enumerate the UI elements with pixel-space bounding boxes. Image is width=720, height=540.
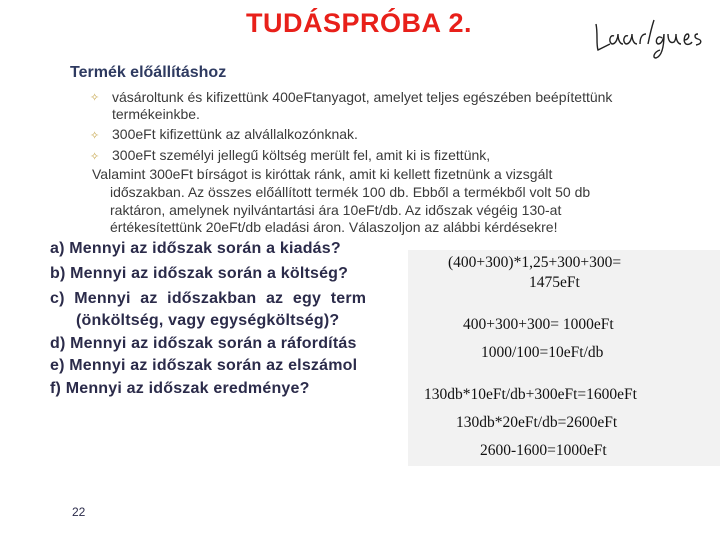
page-number: 22 bbox=[72, 505, 86, 519]
intro-text bbox=[0, 0, 720, 240]
answer-line: 130db*20eFt/db=2600eFt bbox=[456, 414, 618, 431]
bullet-icon: ✧ bbox=[90, 92, 100, 104]
answer-line: 130db*10eFt/db+300eFt=1600eFt bbox=[424, 386, 637, 403]
bullet-icon: ✧ bbox=[90, 130, 100, 142]
intro-line: értékesítettünk 20eFt/db eladási áron. Válaszoljon az alábbi kérdésekre! bbox=[110, 219, 558, 235]
intro-line: 300eFt személyi jellegű költség merült fel, amit ki is fizettünk, bbox=[112, 147, 491, 163]
answer-panel bbox=[408, 250, 720, 466]
answer-line: (400+300)*1,25+300+300= bbox=[448, 254, 622, 271]
intro-line: időszakban. Az összes előállított termék 100 db. Ebből a termékből volt 50 db bbox=[110, 184, 591, 200]
question-a: a) Mennyi az időszak során a kiadás? bbox=[50, 240, 341, 257]
answer-line: 2600-1600=1000eFt bbox=[480, 442, 607, 459]
intro-line: raktáron, amelynek nyilvántartási ára 10eFt/db. Az időszak végéig 130-at bbox=[110, 202, 562, 218]
question-b: b) Mennyi az időszak során a költség? bbox=[50, 265, 349, 282]
question-d: d) Mennyi az időszak során a ráfordítás bbox=[50, 335, 357, 352]
slide-title: TUDÁSPRÓBA 2. bbox=[246, 8, 473, 38]
question-c-continued: (önköltség, vagy egységköltség)? bbox=[76, 312, 340, 329]
question-e: e) Mennyi az időszak során az elszámol bbox=[50, 357, 358, 374]
answer-line: 1000/100=10eFt/db bbox=[481, 344, 604, 361]
intro-line: Valamint 300eFt bírságot is kiróttak ránk, amit ki kellett fizetnünk a vizsgált bbox=[92, 166, 553, 182]
bullet-icon: ✧ bbox=[90, 151, 100, 163]
question-c: c) Mennyi az időszakban az egy term bbox=[50, 290, 367, 307]
intro-line: vásároltunk és kifizettünk 400eFtanyagot, amelyet teljes egészében beépítettünk bbox=[112, 89, 613, 105]
intro-line: termékeinkbe. bbox=[112, 106, 200, 122]
intro-line: 300eFt kifizettünk az alvállalkozónknak. bbox=[112, 126, 358, 142]
section-heading: Termék előállításhoz bbox=[70, 64, 227, 81]
answer-line: 400+300+300= 1000eFt bbox=[463, 316, 614, 333]
question-f: f) Mennyi az időszak eredménye? bbox=[50, 380, 310, 397]
answer-line: 1475eFt bbox=[529, 274, 580, 291]
